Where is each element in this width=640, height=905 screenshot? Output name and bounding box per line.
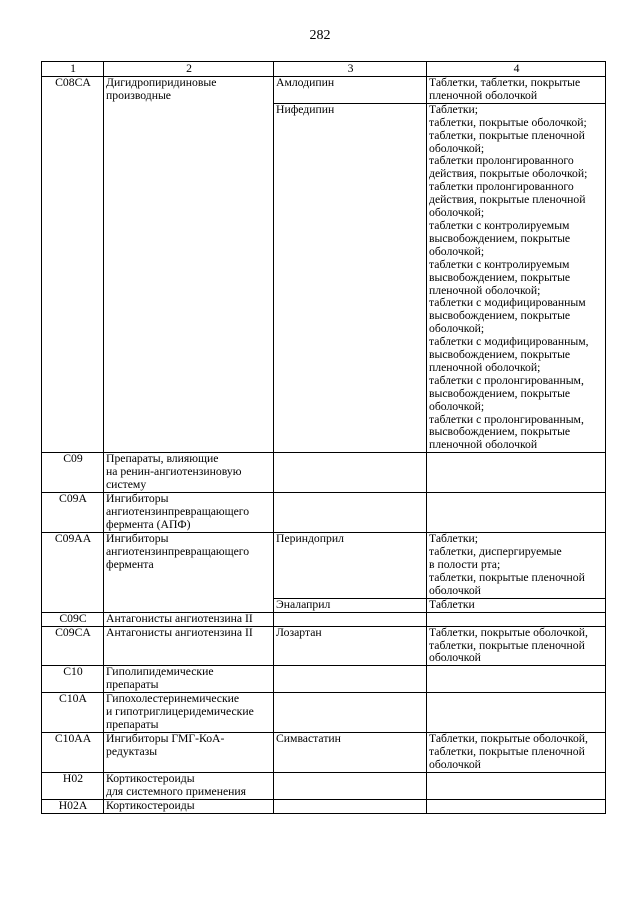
drug-name-cell: Эналаприл: [274, 598, 427, 612]
atc-code-cell: C09: [42, 453, 104, 493]
atc-code-cell: C09C: [42, 612, 104, 626]
dosage-forms-cell: Таблетки, таблетки, покрытые пленочной оболочкой: [427, 77, 606, 104]
drug-name-cell: [274, 493, 427, 533]
atc-code-cell: C09CA: [42, 626, 104, 666]
atc-code-cell: C10: [42, 666, 104, 693]
drug-name-cell: [274, 800, 427, 814]
header-cell: 3: [274, 62, 427, 77]
group-name-cell: Антагонисты ангиотензина II: [104, 612, 274, 626]
dosage-forms-cell: Таблетки: [427, 598, 606, 612]
header-cell: 1: [42, 62, 104, 77]
table-row: [42, 773, 606, 800]
dosage-forms-cell: Таблетки, покрытые оболочкой, таблетки, покрытые пленочной оболочкой: [427, 626, 606, 666]
drug-name-cell: Симвастатин: [274, 733, 427, 773]
dosage-forms-cell: [427, 453, 606, 493]
atc-code-cell: C09AA: [42, 533, 104, 612]
header-row: [42, 62, 606, 77]
group-name-cell: Дигидропиридиновые производные: [104, 77, 274, 453]
atc-code-cell: C10A: [42, 693, 104, 733]
table-row: [42, 733, 606, 773]
drug-name-cell: [274, 773, 427, 800]
table-row: [42, 453, 606, 493]
group-name-cell: Ингибиторы ангиотензинпревращающего фермента: [104, 533, 274, 612]
group-name-cell: Ингибиторы ГМГ-КоА- редуктазы: [104, 733, 274, 773]
atc-code-cell: H02A: [42, 800, 104, 814]
dosage-forms-cell: [427, 693, 606, 733]
dosage-forms-cell: Таблетки; таблетки, диспергируемые в полости рта; таблетки, покрытые пленочной оболочкой: [427, 533, 606, 599]
drug-name-cell: [274, 666, 427, 693]
dosage-forms-cell: [427, 493, 606, 533]
drug-name-cell: [274, 612, 427, 626]
table-row: [42, 493, 606, 533]
table-row: [42, 533, 606, 599]
group-name-cell: Гиполипидемические препараты: [104, 666, 274, 693]
drug-name-cell: Лозартан: [274, 626, 427, 666]
group-name-cell: Гипохолестеринемические и гипотриглицеридемические препараты: [104, 693, 274, 733]
table-row: [42, 666, 606, 693]
dosage-forms-cell: [427, 612, 606, 626]
table-row: [42, 612, 606, 626]
table-row: [42, 800, 606, 814]
atc-code-cell: C09A: [42, 493, 104, 533]
group-name-cell: Кортикостероиды для системного применения: [104, 773, 274, 800]
page-number: 282: [309, 28, 331, 43]
dosage-forms-cell: Таблетки, покрытые оболочкой, таблетки, покрытые пленочной оболочкой: [427, 733, 606, 773]
drug-name-cell: Периндоприл: [274, 533, 427, 599]
dosage-forms-cell: [427, 666, 606, 693]
group-name-cell: Антагонисты ангиотензина II: [104, 626, 274, 666]
atc-code-cell: C08CA: [42, 77, 104, 453]
table-row: [42, 693, 606, 733]
dosage-forms-cell: [427, 773, 606, 800]
table-body: [42, 77, 606, 814]
table-row: [42, 77, 606, 104]
table-row: [42, 626, 606, 666]
group-name-cell: Препараты, влияющие на ренин-ангиотензиновую систему: [104, 453, 274, 493]
header-cell: 2: [104, 62, 274, 77]
dosage-forms-cell: [427, 800, 606, 814]
drug-name-cell: Нифедипин: [274, 103, 427, 452]
drug-name-cell: Амлодипин: [274, 77, 427, 104]
dosage-forms-cell: Таблетки; таблетки, покрытые оболочкой; таблетки, покрытые пленочной оболочкой; таблетки пролонгированного действия, покрытые оболочкой; таблетки пролонгированного действия, покрытые пленочной оболочкой; таблетки с контролируемым высвобождением, покрытые оболочкой; таблетки с контролируемым высвобождением, покрытые пленочной оболочкой; таблетки с модифицированным высвобождением, покрытые оболочкой; таблетки с модифицированным, высвобождением, покрытые пленочной оболочкой; таблетки с пролонгированным, высвобождением, покрытые оболочкой; таблетки с пролонгированным, высвобождением, покрытые пленочной оболочкой: [427, 103, 606, 452]
group-name-cell: Ингибиторы ангиотензинпревращающего фермента (АПФ): [104, 493, 274, 533]
atc-code-cell: H02: [42, 773, 104, 800]
drug-name-cell: [274, 693, 427, 733]
drug-table: [41, 61, 606, 814]
atc-code-cell: C10AA: [42, 733, 104, 773]
group-name-cell: Кортикостероиды: [104, 800, 274, 814]
header-cell: 4: [427, 62, 606, 77]
drug-name-cell: [274, 453, 427, 493]
